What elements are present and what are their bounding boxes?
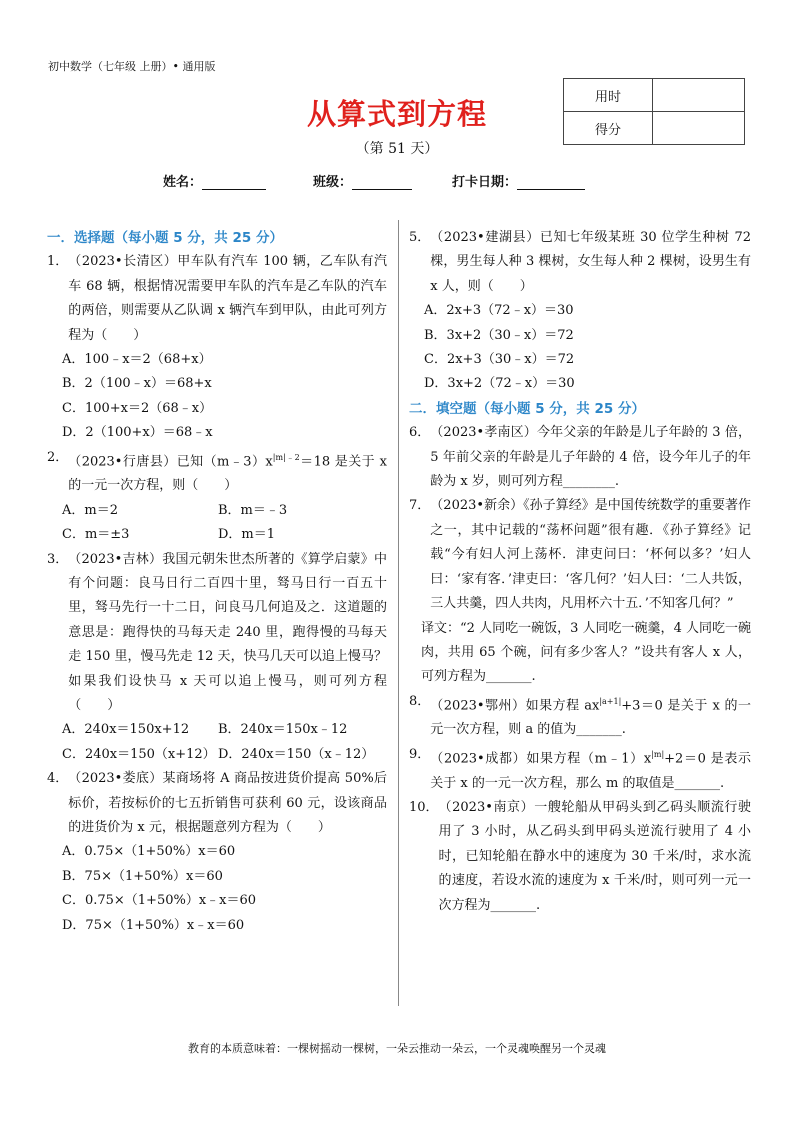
section-choice-title: 一．选择题（每小题 5 分，共 25 分） (47, 230, 283, 246)
question-8 (409, 690, 751, 743)
question-text-part: （2023•成都）如果方程（m﹣1）x (430, 751, 652, 767)
option-b: B．3x+2（30﹣x）＝72 (424, 327, 574, 343)
question-5 (409, 226, 751, 299)
question-text: （2023•娄底）某商场将 A 商品按进货价提高 50%后标价，若按标价的七五折销售可获利 60 元，设该商品的进货价为 x 元，根据题意列方程为（ ） (68, 771, 387, 836)
question-number: 9． (409, 746, 431, 762)
question-7 (409, 494, 751, 616)
question-text-part: +2＝0 是表示关于 x 的一元一次方程，那么 m 的取值是_______. (430, 751, 751, 791)
question-text-part: ＝18 是关于 x 的一元一次方程，则（ ） (68, 453, 387, 494)
question-text: （2023•吉林）我国元朝朱世杰所著的《算学启蒙》中有个问题：良马日行二百四十里，驽马日行一百五十里，驽马先行一十二日，问良马几何追及之．这道题的意思是：跑得快的马每天走 240 里，跑得慢的马每天走 150 里，慢马先走 12 天，快马几天可以追上慢马？如果我们设快马 x 天可以追上慢马，则可列方程（ ） (68, 551, 387, 714)
score-cell[interactable] (653, 112, 745, 145)
question-9 (409, 743, 751, 796)
option-c: C．240x＝150（x+12） (62, 746, 216, 762)
question-text: （2023•长清区）甲车队有汽车 100 辆，乙车队有汽车 68 辆，根据情况需要甲车队的汽车是乙车队的汽车的两倍，则需要从乙队调 x 辆汽车到甲队，由此可列方程为（ ） (68, 254, 387, 343)
option-a: A．m＝2 (62, 502, 118, 518)
name-field (163, 171, 266, 190)
question-number: 5． (409, 230, 431, 245)
question-text-part: （2023•鄂州）如果方程 ax (430, 698, 600, 714)
option-row (47, 523, 387, 547)
question-number: 1． (47, 254, 69, 270)
exponent: |m| (651, 749, 665, 759)
name-label: 姓名： (163, 175, 203, 190)
question-text: （2023•南京）一艘轮船从甲码头到乙码头顺流行驶用了 3 小时，从乙码头到甲码头逆流行驶用了 4 小时，已知轮船在静水中的速度为 30 千米/时，求水流的速度，若设水流的速度为 x 千米/时，则可列一元一次方程为_______. (438, 800, 751, 913)
option-a: A．2x+3（72﹣x）＝30 (424, 303, 574, 319)
class-blank[interactable] (352, 175, 412, 190)
option-d: D．75×（1+50%）x﹣x＝60 (62, 917, 245, 933)
date-field (452, 171, 585, 190)
column-divider (398, 220, 399, 1006)
page-title: 从算式到方程 (306, 97, 487, 131)
question-number: 7． (409, 498, 431, 514)
question-text (68, 446, 387, 499)
left-column (47, 226, 387, 938)
option-row (47, 743, 387, 767)
page-header: 初中数学（七年级 上册）• 通用版 (48, 60, 216, 73)
time-cell[interactable] (653, 79, 745, 112)
option-b: B．75×（1+50%）x＝60 (62, 868, 223, 884)
option-a: A．0.75×（1+50%）x＝60 (62, 844, 236, 860)
question-number: 4． (47, 771, 69, 787)
option-b: B．m＝﹣3 (218, 502, 288, 518)
question-6 (409, 421, 751, 494)
option-row (47, 718, 387, 742)
right-column (409, 226, 751, 918)
question-text (430, 743, 751, 796)
question-10 (409, 796, 751, 918)
option-a: A．240x＝150x+12 (62, 722, 190, 738)
class-label: 班级： (313, 175, 353, 190)
option-c: C．0.75×（1+50%）x﹣x＝60 (62, 893, 257, 909)
question-number: 6． (409, 425, 431, 441)
question-number: 10． (409, 800, 439, 815)
question-1 (47, 250, 387, 348)
option-c: C．100+x＝2（68﹣x） (62, 400, 213, 416)
question-3 (47, 548, 387, 719)
score-label: 得分 (564, 112, 653, 145)
section-fill-title: 二．填空题（每小题 5 分，共 25 分） (409, 400, 645, 417)
option-d: D．m＝1 (218, 527, 276, 543)
exponent: |a+1| (599, 696, 622, 706)
option-row (47, 499, 387, 523)
class-field (313, 171, 412, 190)
question-text (430, 690, 751, 743)
option-c: C．m＝±3 (62, 527, 130, 543)
exponent: |m|﹣2 (272, 452, 300, 462)
question-text: （2023•新余）《孙子算经》是中国传统数学的重要著作之一，其中记载的“荡杯问题”很有趣．《孙子算经》记载“今有妇人河上荡杯．津吏问曰：‘杯何以多？’妇人曰：‘家有客．’津吏曰：‘客几何？’妇人曰：‘二人共饭，三人共羹，四人共肉，凡用杯六十五．’不知客几何？” (430, 498, 751, 612)
option-d: D．3x+2（72﹣x）＝30 (424, 376, 575, 392)
date-blank[interactable] (517, 175, 585, 190)
option-b: B．240x＝150x﹣12 (218, 722, 348, 738)
question-text: （2023•孝南区）今年父亲的年龄是儿子年龄的 3 倍，5 年前父亲的年龄是儿子年龄的 4 倍，设今年儿子的年龄为 x 岁，则可列方程________. (430, 425, 751, 490)
option-c: C．2x+3（30﹣x）＝72 (424, 352, 575, 368)
date-label: 打卡日期： (452, 175, 518, 190)
page-subtitle: （第 51 天） (355, 141, 439, 157)
question-number: 3． (47, 551, 69, 567)
question-number: 2． (47, 449, 69, 465)
question-translation: 译文：“2 人同吃一碗饭，3 人同吃一碗羹，4 人同吃一碗肉，共用 65 个碗，问有多少客人？”设共有客人 x 人，可列方程为_______. (421, 620, 751, 685)
question-4 (47, 767, 387, 840)
question-number: 8． (409, 693, 431, 709)
option-a: A．100﹣x＝2（68+x） (62, 352, 212, 368)
question-text: （2023•建湖县）已知七年级某班 30 位学生种树 72 棵，男生每人种 3 棵树，女生每人种 2 棵树，设男生有 x 人，则（ ） (430, 230, 751, 294)
question-text-part: +3＝0 是关于 x 的一元一次方程，则 a 的值为_______. (430, 698, 752, 738)
option-d: D．240x＝150（x﹣12） (218, 746, 375, 762)
question-2 (47, 446, 387, 499)
question-text-part: （2023•行唐县）已知（m﹣3）x (68, 453, 273, 469)
time-label: 用时 (564, 79, 653, 112)
name-blank[interactable] (202, 175, 266, 190)
option-d: D．2（100+x）＝68﹣x (62, 425, 213, 441)
score-table (563, 78, 745, 145)
page-footer: 教育的本质意味着：一棵树摇动一棵树，一朵云推动一朵云，一个灵魂唤醒另一个灵魂 (188, 1042, 606, 1055)
option-b: B．2（100﹣x）＝68+x (62, 376, 212, 392)
